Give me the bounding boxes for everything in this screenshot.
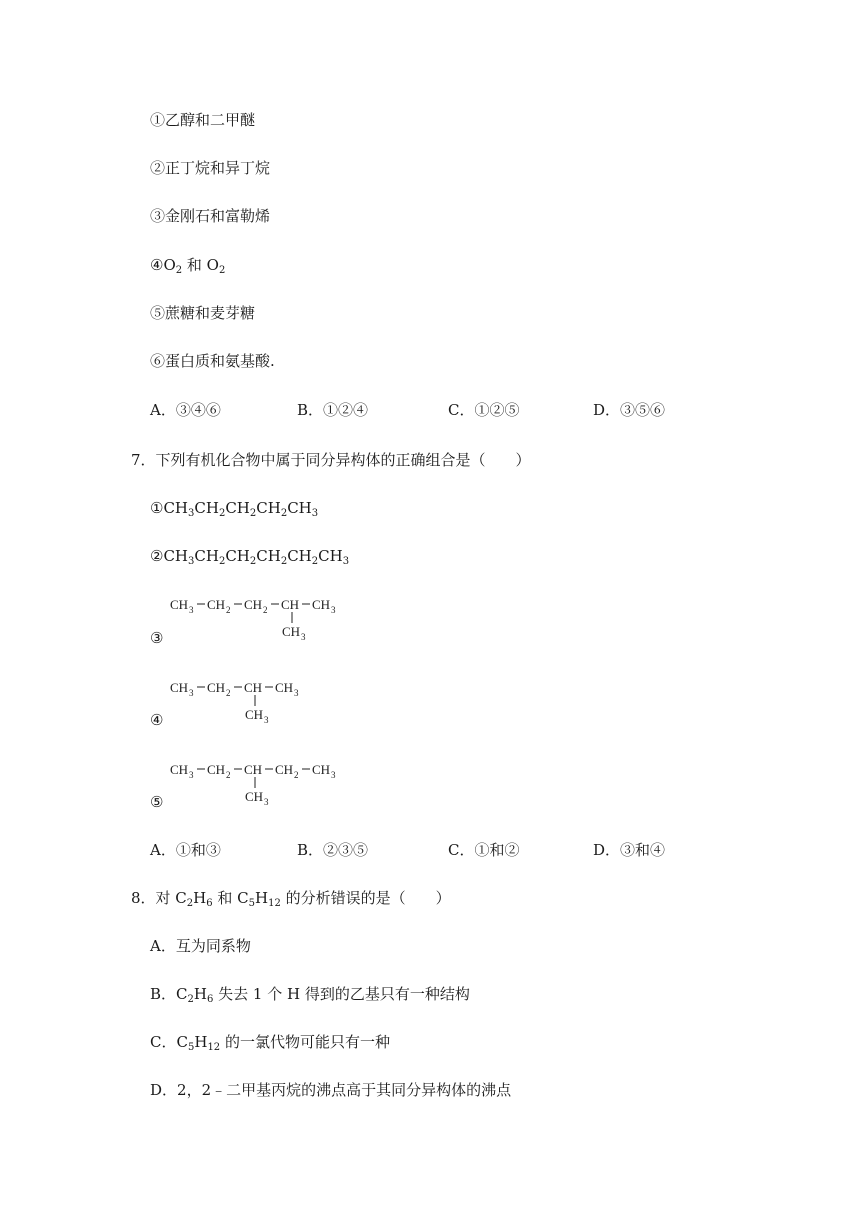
atom-ch: CH (281, 597, 300, 612)
atom-ch3: CH (275, 680, 294, 695)
q7-option-a: A．①和③ (150, 841, 221, 859)
q8-stem (131, 888, 451, 908)
formula-sub: 2 (311, 556, 319, 567)
q8-b-part: B．C (150, 985, 188, 1003)
q8-stem-part: 和 C (212, 889, 249, 907)
q7-option-d: D．③和④ (593, 841, 666, 859)
formula-sub: 2 (249, 508, 257, 519)
q6-option-d: D．③⑤⑥ (593, 401, 666, 419)
q8-stem-sub: 5 (248, 898, 256, 909)
formula-sub: 3 (311, 508, 319, 519)
q8-b-part: H (193, 985, 207, 1003)
q8-c-part: H (194, 1033, 208, 1051)
atom-sub: 2 (226, 605, 231, 615)
atom-sub: 3 (264, 797, 269, 807)
formula-sub: 3 (342, 556, 350, 567)
atom-sub: 3 (331, 770, 336, 780)
q6-item-4-prefix: ④O (150, 256, 176, 274)
q8-stem-part: H (255, 889, 269, 907)
atom-ch2: CH (207, 762, 226, 777)
q6-item-4-sub1: 2 (175, 265, 183, 276)
formula-sub: 2 (218, 556, 226, 567)
q6-option-b: B．①②④ (297, 401, 369, 419)
atom-ch2: CH (207, 597, 226, 612)
atom-ch3: CH (245, 789, 264, 804)
formula-part: CH (256, 499, 281, 517)
q7-item-2 (150, 546, 349, 566)
q8-stem-sub: 6 (206, 898, 213, 909)
q8-c-sub: 5 (187, 1042, 195, 1053)
formula-part: CH (256, 547, 281, 565)
q7-item-5-num: ⑤ (150, 793, 164, 811)
atom-ch2: CH (244, 597, 263, 612)
atom-ch: CH (244, 762, 263, 777)
formula-part: CH (194, 499, 219, 517)
q7-item-4-num: ④ (150, 711, 164, 729)
formula-sub: 3 (188, 508, 195, 519)
q6-item-3: ③金刚石和富勒烯 (150, 207, 271, 225)
formula-sub: 3 (188, 556, 195, 567)
q7-item-3-num: ③ (150, 629, 164, 647)
q7-option-b: B．②③⑤ (297, 841, 369, 859)
q6-item-4-sub2: 2 (218, 265, 226, 276)
q8-b-sub: 2 (187, 994, 194, 1005)
q8-option-c (150, 1032, 390, 1052)
atom-ch2: CH (207, 680, 226, 695)
q8-stem-sub: 2 (186, 898, 194, 909)
q8-b-sub: 6 (206, 994, 214, 1005)
atom-sub: 3 (294, 688, 299, 698)
q7-stem: 7．下列有机化合物中属于同分异构体的正确组合是（ ） (131, 451, 531, 469)
atom-ch3: CH (170, 762, 189, 777)
q7-option-c: C．①和② (448, 841, 520, 859)
q7-item-2-num: ② (150, 547, 164, 565)
formula-part: CH (225, 547, 250, 565)
atom-sub: 3 (264, 715, 269, 725)
q6-item-6: ⑥蛋白质和氨基酸. (150, 352, 275, 370)
structure-4 (168, 677, 368, 729)
formula-part: CH (194, 547, 219, 565)
atom-sub: 3 (189, 688, 194, 698)
atom-sub: 3 (189, 605, 194, 615)
atom-ch2: CH (275, 762, 294, 777)
q8-c-part: C．C (150, 1033, 188, 1051)
formula-part: CH (287, 499, 312, 517)
q8-c-part: 的一氯代物可能只有一种 (220, 1033, 390, 1051)
formula-sub: 2 (280, 556, 288, 567)
structure-5 (168, 759, 368, 811)
formula-part: CH (163, 547, 189, 565)
formula-part: CH (163, 499, 189, 517)
formula-part: CH (318, 547, 343, 565)
formula-part: CH (287, 547, 312, 565)
atom-ch3: CH (245, 707, 264, 722)
formula-sub: 2 (280, 508, 288, 519)
formula-part: CH (225, 499, 250, 517)
atom-sub: 3 (331, 605, 336, 615)
atom-ch3: CH (312, 597, 331, 612)
atom-sub: 2 (263, 605, 268, 615)
q6-item-4-mid: 和 O (182, 256, 219, 274)
q6-item-5: ⑤蔗糖和麦芽糖 (150, 304, 256, 322)
q8-stem-part: H (193, 889, 207, 907)
structure-3 (168, 594, 368, 646)
atom-sub: 3 (301, 632, 306, 642)
q8-stem-part: 的分析错误的是（ ） (280, 889, 451, 907)
atom-ch3: CH (282, 624, 301, 639)
q8-c-sub: 12 (207, 1042, 221, 1053)
q6-option-a: A．③④⑥ (150, 401, 221, 419)
atom-ch3: CH (312, 762, 331, 777)
q8-b-part: 失去 1 个 H 得到的乙基只有一种结构 (213, 985, 470, 1003)
atom-ch: CH (244, 680, 263, 695)
q7-item-1 (150, 498, 318, 518)
atom-ch3: CH (170, 597, 189, 612)
q7-item-1-num: ① (150, 499, 164, 517)
formula-sub: 2 (249, 556, 257, 567)
atom-ch3: CH (170, 680, 189, 695)
q8-option-b (150, 984, 470, 1004)
atom-sub: 2 (294, 770, 299, 780)
q8-stem-sub: 12 (268, 898, 281, 909)
q8-option-d: D．2，2﹣二甲基丙烷的沸点高于其同分异构体的沸点 (150, 1081, 512, 1099)
q6-item-4 (150, 255, 225, 275)
atom-sub: 2 (226, 770, 231, 780)
q6-item-2: ②正丁烷和异丁烷 (150, 159, 271, 177)
q6-item-1: ①乙醇和二甲醚 (150, 111, 256, 129)
q8-stem-part: 8．对 C (131, 889, 187, 907)
atom-sub: 2 (226, 688, 231, 698)
formula-sub: 2 (218, 508, 226, 519)
q8-option-a: A．互为同系物 (150, 937, 251, 955)
atom-sub: 3 (189, 770, 194, 780)
q6-option-c: C．①②⑤ (448, 401, 520, 419)
